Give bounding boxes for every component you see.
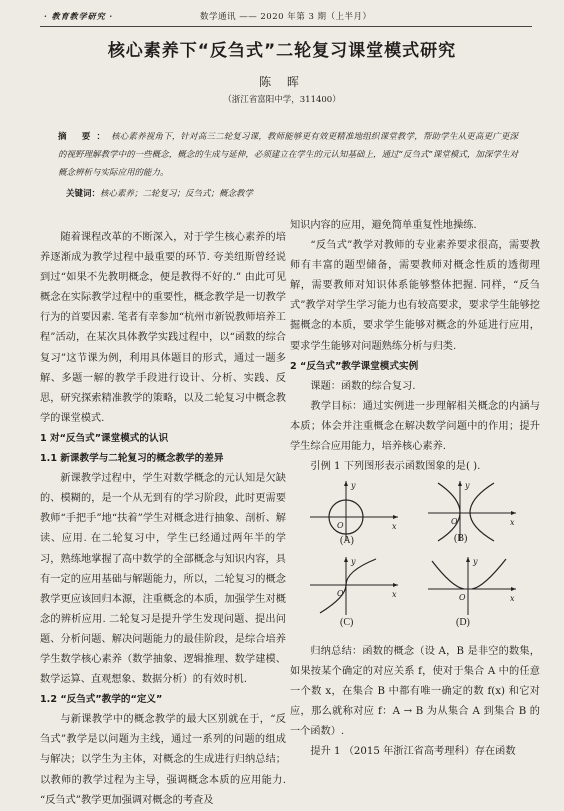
subsection-heading-1-2: 1.2 “反刍式”教学的“定义”	[40, 694, 163, 706]
keywords	[66, 187, 516, 199]
svg-text:O: O	[459, 593, 466, 602]
section-heading-1: 1 对“反刍式”课堂模式的认识	[40, 432, 169, 444]
option-label-d: (D)	[456, 617, 470, 628]
abstract-label: 摘 要：	[58, 132, 112, 142]
graph-b	[424, 479, 520, 543]
option-label-a: (A)	[340, 535, 354, 546]
graph-d	[424, 555, 520, 617]
svg-text:x: x	[510, 594, 515, 603]
teaching-goal: 教学目标：通过实例进一步理解相关概念的内涵与本质；体会并注重概念在解决数学问题中的作用；提升学生综合应用能力，培养核心素养.	[290, 400, 540, 453]
svg-text:y: y	[465, 481, 470, 490]
graph-c	[306, 555, 402, 617]
svg-text:O: O	[337, 589, 344, 598]
svg-text:O: O	[451, 517, 458, 526]
svg-text:x: x	[510, 518, 515, 527]
subsection-heading-1-1: 1.1 新课教学与二轮复习的概念教学的差异	[40, 453, 224, 465]
author-name: 陈 晖	[259, 75, 305, 89]
header-rule	[40, 26, 532, 27]
svg-text:y: y	[473, 557, 478, 566]
right-column-bottom	[290, 642, 540, 763]
function-graph-figure	[300, 479, 530, 629]
journal-info: 数学通讯 —— 2020 年第 3 期（上半月）	[200, 12, 372, 22]
svg-text:O: O	[337, 521, 344, 530]
abstract	[58, 128, 518, 182]
author-affiliation: （浙江省富阳中学，311400）	[223, 95, 341, 105]
svg-text:x: x	[392, 522, 397, 531]
svg-text:y: y	[351, 481, 356, 490]
svg-text:x: x	[392, 590, 397, 599]
article-title: 核心素养下“反刍式”二轮复习课堂模式研究	[107, 41, 457, 61]
right-column	[290, 216, 540, 477]
keywords-label: 关键词：	[66, 189, 101, 199]
lift-1-prompt: 提升 1 （2015 年浙江省高考理科）存在函数	[310, 746, 516, 758]
paragraph-1-2: 与新课教学中的概念教学的最大区别就在于，“反刍式”教学是以问题为主线，通过一系列的问题的组成与解决；以学生为主体，对概念的生成进行归纳总结；以教师的教学过程为主导，强调概念本质的应用能力. “反刍式”教学更加强调对概念的考查及	[40, 714, 286, 806]
lesson-topic: 课题：函数的综合复习.	[310, 380, 416, 392]
graph-a	[306, 479, 402, 543]
left-column	[40, 228, 286, 811]
abstract-text: 核心素养视角下，针对高三二轮复习课，教师能够更有效更精准地组织课堂教学，帮助学生从更高更广更深的视野理解教学中的一些概念，概念的生成与延伸，必须建立在学生的元认知基础上，通过“反刍式”课堂模式，加深学生对概念辨析与实际应用的能力。	[58, 132, 518, 178]
keywords-text: 核心素养；二轮复习；反刍式；概念教学	[100, 189, 254, 199]
intro-paragraph: 随着课程改革的不断深入，对于学生核心素养的培养逐渐成为教学过程中最重要的环节. 夸美纽斯曾经说到过“如果不先教明概念，便是教得不好的.” 由此可见概念在实际教学过程中的重要性，概念教学是一切教学行为的首要因素. 笔者有幸参加“杭州市新锐教师培养工程”活动，在某次具体教学实践过程中，以“函数的综合复习”这节课为例，利用具体题目的形式，通过一题多解、多题一解的教学手段进行设计、分析、实践、反思，研究探索精准教学的策略，以及二轮复习中概念教学的课堂模式.	[40, 232, 286, 424]
paragraph-requirements: “反刍式”教学对教师的专业素养要求很高，需要教师有丰富的题型储备，需要教师对概念性质的透彻理解，需要教师对知识体系能够整体把握. 同样，“反刍式”教学对学生学习能力也有较高要求，要求学生能够挖掘概念的本质，要求学生能够对概念的外延进行应用，要求学生能够对问题熟练分析与归类.	[290, 240, 540, 352]
column-name: · 教育教学研究 ·	[44, 11, 114, 21]
function-definition-summary: 归纳总结：函数的概念（设 A，B 是非空的数集，如果按某个确定的对应关系 f，使对于集合 A 中的任意一个数 x，在集合 B 中都有唯一确定的数 f(x) 和它对应，那么就称对应 f：A → B 为从集合 A 到集合 B 的一个函数）.	[290, 646, 540, 738]
paragraph-1-1: 新课教学过程中，学生对数学概念的元认知是欠缺的、模糊的，是一个从无到有的学习阶段，此时更需要教师“手把手”地“扶着”学生对概念进行抽象、剖析、解读、应用. 在二轮复习中，学生已经通过两年半的学习，熟练地掌握了高中数学的全部概念与知识内容，具有一定的应用基础与解题能力，所以，二轮复习的概念教学更应该回归本源，注重概念的本质，加强学生对概念的辨析应用. 二轮复习是提升学生发现问题、提出问题、分析问题、解决问题能力的最佳阶段，是综合培养学生数学核心素养（数学抽象、逻辑推理、数学建模、数学运算、直观想象、数据分析）的有效时机.	[40, 473, 286, 686]
section-heading-2: 2 “反刍式”教学课堂模式实例	[290, 360, 419, 372]
continuation-line: 知识内容的应用，避免简单重复性地操练.	[290, 220, 477, 231]
option-label-b: (B)	[454, 533, 468, 544]
svg-text:y: y	[351, 557, 356, 566]
option-label-c: (C)	[340, 617, 354, 628]
example-1-prompt: 引例 1 下列图形表示函数图象的是( ).	[310, 461, 481, 473]
running-header	[0, 4, 564, 30]
